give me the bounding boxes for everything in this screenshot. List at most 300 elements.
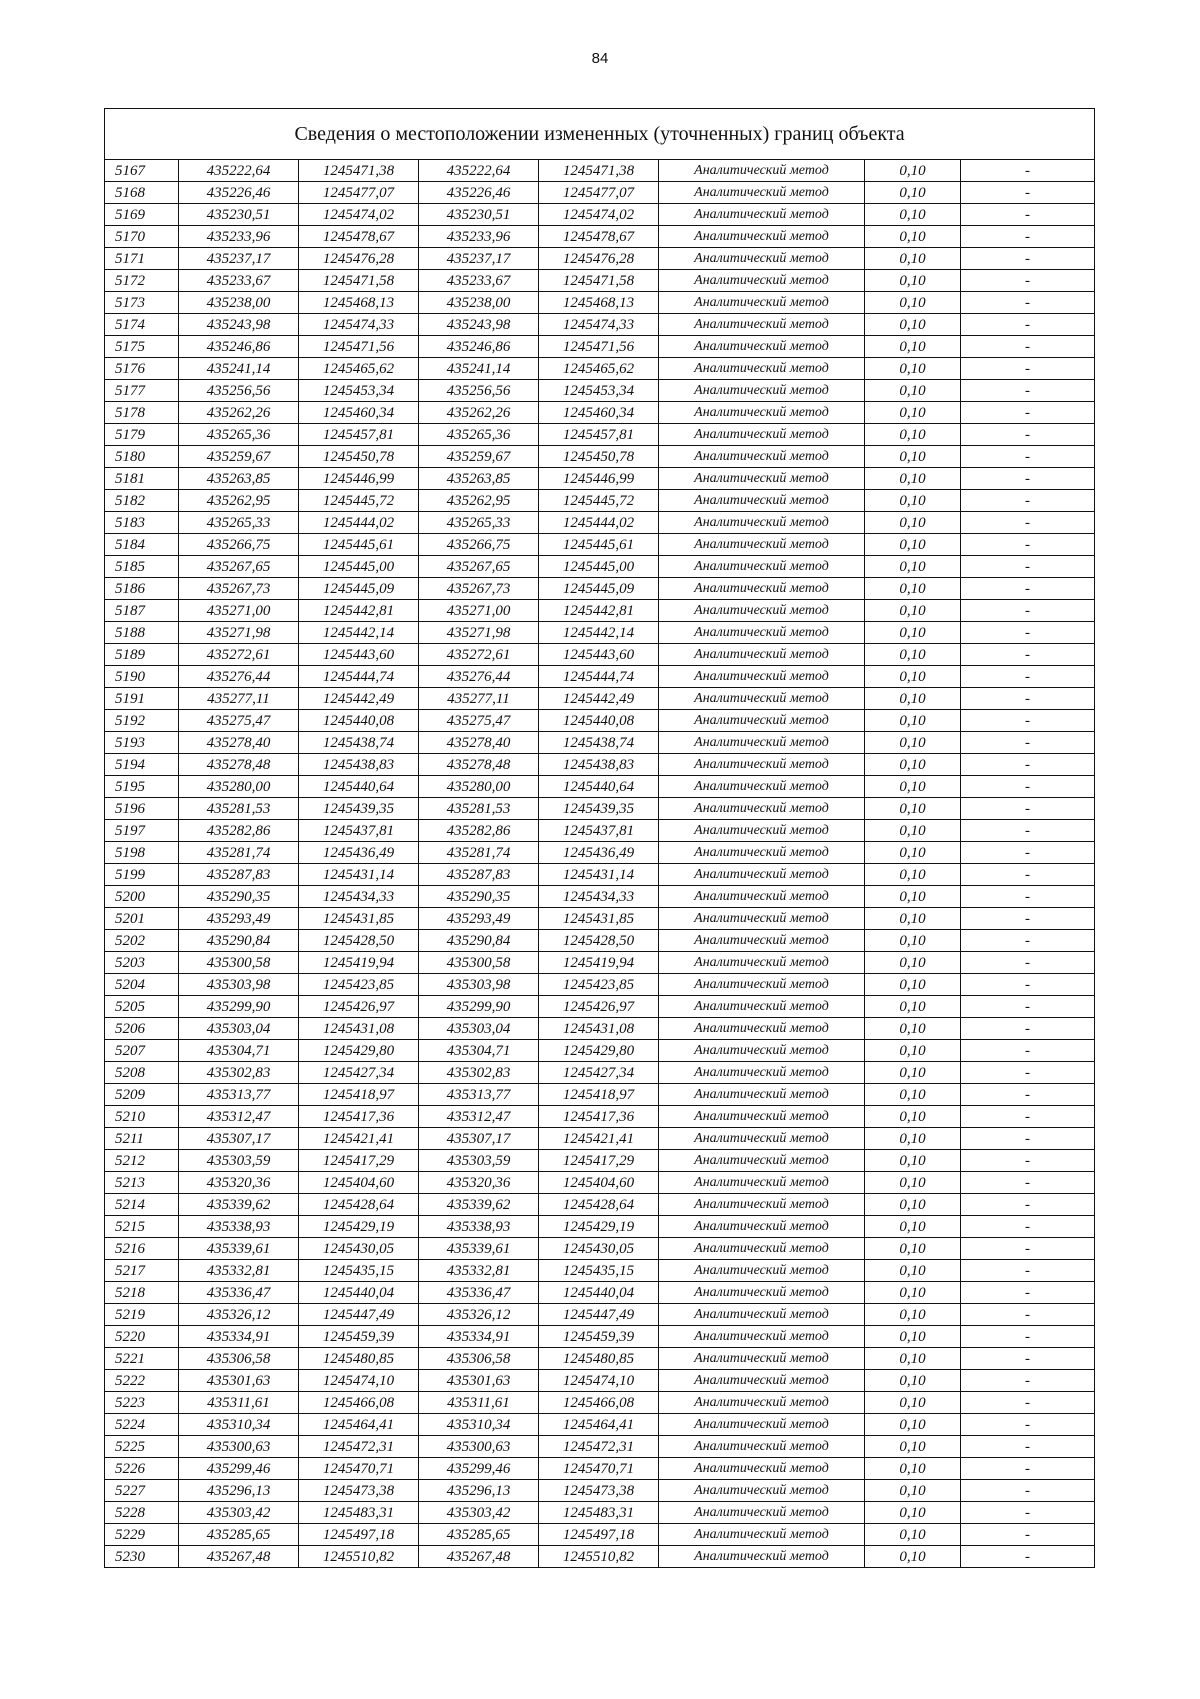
cell-x-new: 435276,44 [419,666,539,688]
cell-y-new: 1245435,15 [539,1260,659,1282]
cell-accuracy: 0,10 [865,424,961,446]
cell-method: Аналитический метод [659,622,865,644]
cell-point-id: 5185 [105,556,179,578]
cell-method: Аналитический метод [659,864,865,886]
cell-y-old: 1245431,85 [299,908,419,930]
cell-y-old: 1245417,29 [299,1150,419,1172]
cell-point-id: 5195 [105,776,179,798]
table-row [105,1150,1095,1172]
cell-note: - [961,1062,1095,1084]
cell-x-old: 435266,75 [179,534,299,556]
cell-method: Аналитический метод [659,1238,865,1260]
cell-x-old: 435262,26 [179,402,299,424]
table-row [105,1084,1095,1106]
cell-y-old: 1245464,41 [299,1414,419,1436]
cell-accuracy: 0,10 [865,1436,961,1458]
cell-point-id: 5213 [105,1172,179,1194]
cell-method: Аналитический метод [659,292,865,314]
cell-y-new: 1245474,10 [539,1370,659,1392]
cell-x-old: 435307,17 [179,1128,299,1150]
cell-method: Аналитический метод [659,1304,865,1326]
cell-point-id: 5228 [105,1502,179,1524]
cell-method: Аналитический метод [659,446,865,468]
cell-method: Аналитический метод [659,974,865,996]
cell-point-id: 5188 [105,622,179,644]
cell-accuracy: 0,10 [865,1546,961,1568]
cell-y-old: 1245440,08 [299,710,419,732]
cell-point-id: 5190 [105,666,179,688]
cell-y-old: 1245417,36 [299,1106,419,1128]
cell-accuracy: 0,10 [865,1040,961,1062]
cell-method: Аналитический метод [659,1282,865,1304]
cell-point-id: 5172 [105,270,179,292]
cell-point-id: 5194 [105,754,179,776]
cell-y-new: 1245443,60 [539,644,659,666]
cell-x-old: 435256,56 [179,380,299,402]
cell-point-id: 5177 [105,380,179,402]
cell-y-old: 1245431,14 [299,864,419,886]
cell-note: - [961,336,1095,358]
cell-x-old: 435287,83 [179,864,299,886]
cell-accuracy: 0,10 [865,336,961,358]
cell-x-old: 435281,74 [179,842,299,864]
cell-note: - [961,270,1095,292]
table-row [105,820,1095,842]
cell-y-old: 1245477,07 [299,182,419,204]
cell-method: Аналитический метод [659,644,865,666]
cell-note: - [961,1128,1095,1150]
cell-note: - [961,1392,1095,1414]
cell-note: - [961,820,1095,842]
cell-accuracy: 0,10 [865,1458,961,1480]
cell-x-new: 435226,46 [419,182,539,204]
cell-y-new: 1245427,34 [539,1062,659,1084]
cell-accuracy: 0,10 [865,446,961,468]
cell-x-old: 435226,46 [179,182,299,204]
cell-method: Аналитический метод [659,380,865,402]
cell-accuracy: 0,10 [865,402,961,424]
cell-x-new: 435267,65 [419,556,539,578]
table-title-row [105,109,1095,160]
cell-note: - [961,666,1095,688]
cell-y-new: 1245471,56 [539,336,659,358]
cell-y-new: 1245468,13 [539,292,659,314]
cell-y-old: 1245453,34 [299,380,419,402]
cell-x-new: 435338,93 [419,1216,539,1238]
table-row [105,952,1095,974]
cell-y-old: 1245450,78 [299,446,419,468]
cell-note: - [961,1150,1095,1172]
cell-x-old: 435300,58 [179,952,299,974]
cell-point-id: 5205 [105,996,179,1018]
cell-y-new: 1245437,81 [539,820,659,842]
cell-y-new: 1245442,49 [539,688,659,710]
cell-x-old: 435278,40 [179,732,299,754]
cell-x-old: 435238,00 [179,292,299,314]
cell-y-old: 1245468,13 [299,292,419,314]
table-row [105,1370,1095,1392]
cell-y-old: 1245427,34 [299,1062,419,1084]
cell-note: - [961,380,1095,402]
cell-method: Аналитический метод [659,1150,865,1172]
cell-y-new: 1245477,07 [539,182,659,204]
table-row [105,1238,1095,1260]
cell-y-new: 1245465,62 [539,358,659,380]
table-row [105,446,1095,468]
cell-point-id: 5201 [105,908,179,930]
cell-accuracy: 0,10 [865,1524,961,1546]
cell-accuracy: 0,10 [865,996,961,1018]
cell-y-new: 1245453,34 [539,380,659,402]
cell-method: Аналитический метод [659,754,865,776]
cell-note: - [961,996,1095,1018]
cell-accuracy: 0,10 [865,1260,961,1282]
cell-note: - [961,1304,1095,1326]
cell-accuracy: 0,10 [865,556,961,578]
cell-point-id: 5193 [105,732,179,754]
cell-x-new: 435339,62 [419,1194,539,1216]
cell-point-id: 5209 [105,1084,179,1106]
cell-note: - [961,908,1095,930]
cell-x-old: 435303,04 [179,1018,299,1040]
cell-x-new: 435303,04 [419,1018,539,1040]
cell-method: Аналитический метод [659,182,865,204]
cell-method: Аналитический метод [659,1106,865,1128]
cell-x-old: 435276,44 [179,666,299,688]
cell-method: Аналитический метод [659,820,865,842]
cell-point-id: 5189 [105,644,179,666]
cell-method: Аналитический метод [659,1348,865,1370]
cell-x-old: 435278,48 [179,754,299,776]
cell-method: Аналитический метод [659,666,865,688]
cell-note: - [961,226,1095,248]
cell-method: Аналитический метод [659,160,865,182]
table-row [105,1062,1095,1084]
table-row [105,292,1095,314]
cell-x-new: 435275,47 [419,710,539,732]
cell-point-id: 5220 [105,1326,179,1348]
cell-x-new: 435326,12 [419,1304,539,1326]
cell-point-id: 5198 [105,842,179,864]
cell-point-id: 5175 [105,336,179,358]
cell-x-new: 435272,61 [419,644,539,666]
cell-note: - [961,1084,1095,1106]
cell-x-new: 435320,36 [419,1172,539,1194]
cell-y-old: 1245457,81 [299,424,419,446]
cell-accuracy: 0,10 [865,1084,961,1106]
cell-y-old: 1245421,41 [299,1128,419,1150]
cell-method: Аналитический метод [659,1480,865,1502]
cell-y-old: 1245474,02 [299,204,419,226]
cell-note: - [961,1414,1095,1436]
cell-accuracy: 0,10 [865,292,961,314]
table-row [105,974,1095,996]
cell-note: - [961,754,1095,776]
table-row [105,1216,1095,1238]
cell-note: - [961,1502,1095,1524]
cell-note: - [961,512,1095,534]
cell-x-new: 435233,96 [419,226,539,248]
cell-method: Аналитический метод [659,1018,865,1040]
cell-y-new: 1245429,80 [539,1040,659,1062]
cell-x-old: 435320,36 [179,1172,299,1194]
cell-x-new: 435332,81 [419,1260,539,1282]
cell-x-new: 435339,61 [419,1238,539,1260]
cell-y-old: 1245471,58 [299,270,419,292]
cell-y-new: 1245459,39 [539,1326,659,1348]
cell-note: - [961,292,1095,314]
cell-x-new: 435282,86 [419,820,539,842]
cell-y-old: 1245442,14 [299,622,419,644]
cell-y-new: 1245436,49 [539,842,659,864]
cell-y-old: 1245465,62 [299,358,419,380]
cell-method: Аналитический метод [659,336,865,358]
cell-note: - [961,1524,1095,1546]
cell-method: Аналитический метод [659,930,865,952]
cell-y-old: 1245472,31 [299,1436,419,1458]
cell-y-old: 1245438,83 [299,754,419,776]
cell-y-new: 1245445,09 [539,578,659,600]
cell-x-new: 435246,86 [419,336,539,358]
table-row [105,1260,1095,1282]
table-row [105,1480,1095,1502]
cell-accuracy: 0,10 [865,666,961,688]
cell-x-new: 435313,77 [419,1084,539,1106]
cell-y-new: 1245426,97 [539,996,659,1018]
cell-point-id: 5208 [105,1062,179,1084]
table-row [105,776,1095,798]
table-row [105,600,1095,622]
cell-y-new: 1245470,71 [539,1458,659,1480]
cell-y-new: 1245483,31 [539,1502,659,1524]
cell-x-new: 435278,48 [419,754,539,776]
cell-y-new: 1245417,29 [539,1150,659,1172]
table-row [105,1348,1095,1370]
cell-y-new: 1245421,41 [539,1128,659,1150]
table-row [105,886,1095,908]
cell-y-old: 1245447,49 [299,1304,419,1326]
cell-x-new: 435265,36 [419,424,539,446]
cell-y-old: 1245445,72 [299,490,419,512]
cell-x-new: 435299,46 [419,1458,539,1480]
cell-accuracy: 0,10 [865,380,961,402]
cell-x-old: 435233,67 [179,270,299,292]
cell-x-new: 435271,00 [419,600,539,622]
cell-x-old: 435299,90 [179,996,299,1018]
cell-x-old: 435332,81 [179,1260,299,1282]
cell-method: Аналитический метод [659,1370,865,1392]
cell-method: Аналитический метод [659,490,865,512]
cell-y-new: 1245510,82 [539,1546,659,1568]
cell-x-new: 435302,83 [419,1062,539,1084]
cell-accuracy: 0,10 [865,1018,961,1040]
cell-x-old: 435275,47 [179,710,299,732]
cell-x-new: 435271,98 [419,622,539,644]
cell-note: - [961,534,1095,556]
table-row [105,1392,1095,1414]
cell-point-id: 5214 [105,1194,179,1216]
table-row [105,798,1095,820]
cell-y-old: 1245439,35 [299,798,419,820]
cell-accuracy: 0,10 [865,600,961,622]
cell-point-id: 5225 [105,1436,179,1458]
cell-note: - [961,1370,1095,1392]
cell-y-new: 1245418,97 [539,1084,659,1106]
cell-accuracy: 0,10 [865,248,961,270]
cell-accuracy: 0,10 [865,1282,961,1304]
cell-accuracy: 0,10 [865,1502,961,1524]
cell-y-old: 1245471,56 [299,336,419,358]
cell-accuracy: 0,10 [865,468,961,490]
cell-y-new: 1245442,81 [539,600,659,622]
cell-x-new: 435265,33 [419,512,539,534]
cell-accuracy: 0,10 [865,1106,961,1128]
cell-accuracy: 0,10 [865,1172,961,1194]
table-row [105,864,1095,886]
cell-x-old: 435311,61 [179,1392,299,1414]
cell-x-old: 435265,36 [179,424,299,446]
cell-x-new: 435262,26 [419,402,539,424]
table-row [105,468,1095,490]
cell-accuracy: 0,10 [865,864,961,886]
cell-x-old: 435265,33 [179,512,299,534]
table-row [105,996,1095,1018]
cell-point-id: 5212 [105,1150,179,1172]
table-row [105,1040,1095,1062]
cell-point-id: 5174 [105,314,179,336]
cell-x-old: 435290,35 [179,886,299,908]
cell-x-new: 435230,51 [419,204,539,226]
cell-y-new: 1245404,60 [539,1172,659,1194]
cell-y-new: 1245471,58 [539,270,659,292]
cell-note: - [961,776,1095,798]
cell-y-old: 1245437,81 [299,820,419,842]
cell-accuracy: 0,10 [865,798,961,820]
cell-accuracy: 0,10 [865,1370,961,1392]
cell-y-new: 1245431,85 [539,908,659,930]
table-row [105,1018,1095,1040]
table-row [105,380,1095,402]
cell-x-old: 435285,65 [179,1524,299,1546]
cell-note: - [961,1458,1095,1480]
cell-point-id: 5226 [105,1458,179,1480]
cell-point-id: 5182 [105,490,179,512]
cell-y-new: 1245444,74 [539,666,659,688]
cell-note: - [961,314,1095,336]
cell-point-id: 5171 [105,248,179,270]
cell-x-old: 435272,61 [179,644,299,666]
cell-point-id: 5229 [105,1524,179,1546]
cell-note: - [961,1282,1095,1304]
cell-method: Аналитический метод [659,688,865,710]
cell-accuracy: 0,10 [865,908,961,930]
cell-accuracy: 0,10 [865,974,961,996]
cell-x-old: 435271,98 [179,622,299,644]
cell-y-new: 1245444,02 [539,512,659,534]
cell-method: Аналитический метод [659,556,865,578]
cell-x-old: 435339,62 [179,1194,299,1216]
cell-y-new: 1245464,41 [539,1414,659,1436]
cell-x-new: 435238,00 [419,292,539,314]
cell-y-old: 1245434,33 [299,886,419,908]
cell-method: Аналитический метод [659,1128,865,1150]
cell-accuracy: 0,10 [865,1062,961,1084]
cell-note: - [961,358,1095,380]
cell-method: Аналитический метод [659,270,865,292]
cell-y-new: 1245460,34 [539,402,659,424]
cell-x-old: 435338,93 [179,1216,299,1238]
table-title: Сведения о местоположении измененных (уточненных) границ объекта [105,109,1095,160]
cell-accuracy: 0,10 [865,1150,961,1172]
cell-accuracy: 0,10 [865,688,961,710]
cell-method: Аналитический метод [659,578,865,600]
cell-method: Аналитический метод [659,248,865,270]
cell-accuracy: 0,10 [865,1414,961,1436]
cell-y-new: 1245471,38 [539,160,659,182]
cell-x-old: 435241,14 [179,358,299,380]
cell-x-new: 435334,91 [419,1326,539,1348]
cell-point-id: 5187 [105,600,179,622]
table-row [105,908,1095,930]
cell-x-old: 435246,86 [179,336,299,358]
cell-method: Аналитический метод [659,534,865,556]
cell-method: Аналитический метод [659,1326,865,1348]
cell-note: - [961,160,1095,182]
table-row [105,314,1095,336]
table-row [105,666,1095,688]
cell-point-id: 5183 [105,512,179,534]
cell-x-old: 435301,63 [179,1370,299,1392]
cell-x-old: 435267,65 [179,556,299,578]
cell-point-id: 5221 [105,1348,179,1370]
cell-y-new: 1245445,72 [539,490,659,512]
table-row [105,248,1095,270]
table-row [105,644,1095,666]
cell-accuracy: 0,10 [865,776,961,798]
cell-method: Аналитический метод [659,358,865,380]
cell-y-new: 1245478,67 [539,226,659,248]
table-row [105,490,1095,512]
cell-note: - [961,952,1095,974]
cell-method: Аналитический метод [659,1260,865,1282]
cell-note: - [961,1106,1095,1128]
cell-method: Аналитический метод [659,424,865,446]
cell-note: - [961,732,1095,754]
cell-x-new: 435290,35 [419,886,539,908]
cell-y-new: 1245447,49 [539,1304,659,1326]
cell-note: - [961,1546,1095,1568]
cell-y-old: 1245444,74 [299,666,419,688]
cell-point-id: 5210 [105,1106,179,1128]
cell-y-old: 1245478,67 [299,226,419,248]
cell-x-old: 435310,34 [179,1414,299,1436]
cell-method: Аналитический метод [659,776,865,798]
cell-point-id: 5186 [105,578,179,600]
cell-y-old: 1245474,33 [299,314,419,336]
table-row [105,1282,1095,1304]
cell-note: - [961,1194,1095,1216]
table-row [105,842,1095,864]
cell-note: - [961,204,1095,226]
cell-accuracy: 0,10 [865,314,961,336]
cell-method: Аналитический метод [659,1524,865,1546]
cell-accuracy: 0,10 [865,1348,961,1370]
table-row [105,1458,1095,1480]
cell-x-old: 435300,63 [179,1436,299,1458]
cell-method: Аналитический метод [659,1392,865,1414]
cell-y-old: 1245473,38 [299,1480,419,1502]
cell-accuracy: 0,10 [865,1128,961,1150]
